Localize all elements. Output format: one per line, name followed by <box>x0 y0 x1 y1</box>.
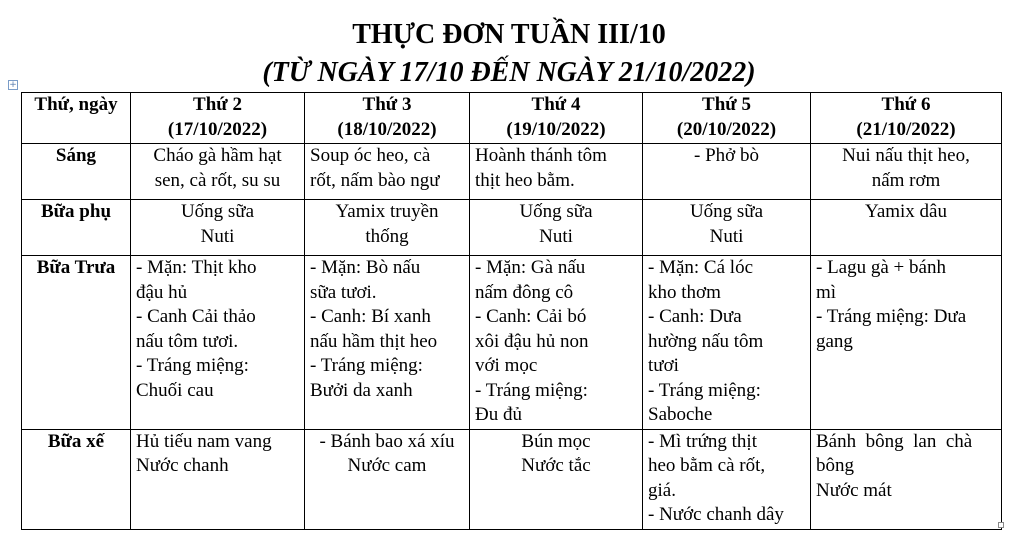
menu-line: bông <box>816 455 854 476</box>
menu-cell <box>643 429 811 529</box>
menu-line: sữa tươi. <box>310 281 377 303</box>
row-label: Bữa xế <box>47 430 105 452</box>
menu-cell <box>131 200 305 256</box>
menu-cell <box>470 144 643 200</box>
menu-line: heo bằm cà rốt, <box>648 455 766 476</box>
menu-cell <box>811 429 1002 529</box>
menu-line: Hoành thánh tôm <box>475 145 607 166</box>
day-date: (19/10/2022) <box>506 118 606 140</box>
menu-line: hường nấu tôm <box>648 330 764 352</box>
menu-line: - Lagu gà + bánh <box>816 257 946 278</box>
day-header-tue <box>305 93 470 144</box>
row-label-cell <box>22 200 131 256</box>
lunch-row <box>22 256 1002 430</box>
menu-cell <box>811 256 1002 430</box>
menu-cell <box>131 144 305 200</box>
day-name: Thứ 2 <box>193 94 242 115</box>
menu-cell <box>811 200 1002 256</box>
menu-line: - Mặn: Thịt kho <box>136 257 257 278</box>
menu-line: Đu đủ <box>475 404 522 425</box>
row-label-cell <box>22 256 131 430</box>
menu-line: - Tráng miệng: <box>136 355 249 376</box>
menu-title: THỰC ĐƠN TUẦN III/10 <box>352 19 666 50</box>
menu-line: Bưởi da xanh <box>310 379 413 401</box>
menu-cell <box>811 144 1002 200</box>
menu-line: - Canh: Cải bó <box>475 306 587 327</box>
menu-cell <box>643 200 811 256</box>
menu-cell <box>305 429 470 529</box>
menu-line: tươi <box>648 355 679 376</box>
menu-subtitle: (TỪ NGÀY 17/10 ĐẾN NGÀY 21/10/2022) <box>262 57 756 88</box>
menu-line: - Mặn: Cá lóc <box>648 257 754 278</box>
menu-line: - Tráng miệng: Dưa <box>816 306 967 327</box>
menu-cell <box>305 200 470 256</box>
menu-cell <box>470 429 643 529</box>
day-name: Thứ 4 <box>531 94 581 115</box>
row-label: Bữa Trưa <box>36 257 116 278</box>
menu-cell <box>131 256 305 430</box>
menu-cell <box>643 256 811 430</box>
menu-line: - Tráng miệng: <box>648 379 761 401</box>
day-date: (21/10/2022) <box>856 118 956 140</box>
menu-line: Uống sữa <box>519 201 593 222</box>
day-header-mon <box>131 93 305 144</box>
menu-line: thống <box>365 225 409 247</box>
menu-line: Nui nấu thịt heo, <box>842 145 970 166</box>
menu-line: - Phở bò <box>694 145 759 166</box>
menu-line: Nước cam <box>347 455 427 476</box>
menu-line: nấm rơm <box>871 169 941 191</box>
menu-line: với mọc <box>475 355 538 376</box>
row-label: Bữa phụ <box>40 201 112 222</box>
snack-row <box>22 200 1002 256</box>
afternoon-snack-row <box>22 429 1002 529</box>
day-date: (17/10/2022) <box>167 118 268 140</box>
menu-line: Nuti <box>709 225 744 247</box>
menu-line: Nuti <box>539 225 573 247</box>
menu-line: - Canh: Bí xanh <box>310 306 431 327</box>
menu-line: Bánh bông lan chà <box>816 430 973 452</box>
menu-line: Nước tắc <box>521 455 591 476</box>
menu-line: Yamix truyền <box>335 201 439 222</box>
menu-line: gang <box>816 330 853 352</box>
menu-line: - Mặn: Bò nấu <box>310 257 421 278</box>
menu-cell <box>470 256 643 430</box>
menu-cell <box>643 144 811 200</box>
menu-line: - Mặn: Gà nấu <box>475 257 586 278</box>
menu-line: - Tráng miệng: <box>475 379 588 401</box>
corner-header-cell <box>22 93 131 144</box>
day-header-thu <box>643 93 811 144</box>
menu-line: Bún mọc <box>521 430 591 452</box>
menu-line: nấu hầm thịt heo <box>310 330 438 352</box>
menu-line: Nước mát <box>816 479 892 501</box>
menu-line: kho thơm <box>648 281 721 303</box>
menu-line: sen, cà rốt, su su <box>154 169 281 191</box>
menu-line: xôi đậu hủ non <box>475 330 589 352</box>
menu-cell <box>305 144 470 200</box>
menu-line: Soup óc heo, cà <box>310 145 431 166</box>
menu-line: Uống sữa <box>180 201 255 222</box>
weekly-menu-table <box>21 92 1002 530</box>
menu-line: - Bánh bao xá xíu <box>319 430 455 452</box>
menu-line: Nuti <box>200 225 235 247</box>
menu-cell <box>305 256 470 430</box>
row-label: Sáng <box>55 145 97 166</box>
breakfast-row <box>22 144 1002 200</box>
day-date: (18/10/2022) <box>337 118 437 140</box>
menu-line: rốt, nấm bào ngư <box>310 169 440 191</box>
menu-line: thịt heo bằm. <box>475 169 575 191</box>
menu-cell <box>470 200 643 256</box>
menu-line: Chuối cau <box>136 379 214 401</box>
menu-cell <box>131 429 305 529</box>
menu-line: Hủ tiếu nam vang <box>136 430 272 452</box>
day-header-wed <box>470 93 643 144</box>
table-move-handle-icon[interactable]: + <box>9 80 17 90</box>
menu-line: - Tráng miệng: <box>310 355 423 376</box>
menu-line: nấu tôm tươi. <box>136 330 239 352</box>
header-row <box>22 93 1002 144</box>
day-name: Thứ 3 <box>362 94 412 115</box>
menu-line: - Nước chanh dây <box>648 504 784 525</box>
menu-line: Uống sữa <box>689 201 764 222</box>
table-resize-handle-icon[interactable] <box>998 522 1004 528</box>
menu-line: - Canh: Dưa <box>648 306 742 327</box>
menu-line: đậu hủ <box>136 281 188 303</box>
menu-line: Nước chanh <box>136 455 229 476</box>
menu-line: giá. <box>648 479 676 501</box>
row-label-cell <box>22 429 131 529</box>
menu-line: Yamix dâu <box>865 201 947 222</box>
row-label-cell <box>22 144 131 200</box>
day-date: (20/10/2022) <box>676 118 777 140</box>
menu-line: Saboche <box>648 404 713 425</box>
menu-line: mì <box>816 281 837 303</box>
corner-header-label: Thứ, ngày <box>34 94 118 115</box>
day-name: Thứ 5 <box>702 94 751 115</box>
day-name: Thứ 6 <box>881 94 931 115</box>
menu-line: nấm đông cô <box>475 281 574 303</box>
day-header-fri <box>811 93 1002 144</box>
menu-line: Cháo gà hầm hạt <box>153 145 282 166</box>
menu-line: - Mì trứng thịt <box>648 430 757 452</box>
menu-line: - Canh Cải thảo <box>136 306 256 327</box>
